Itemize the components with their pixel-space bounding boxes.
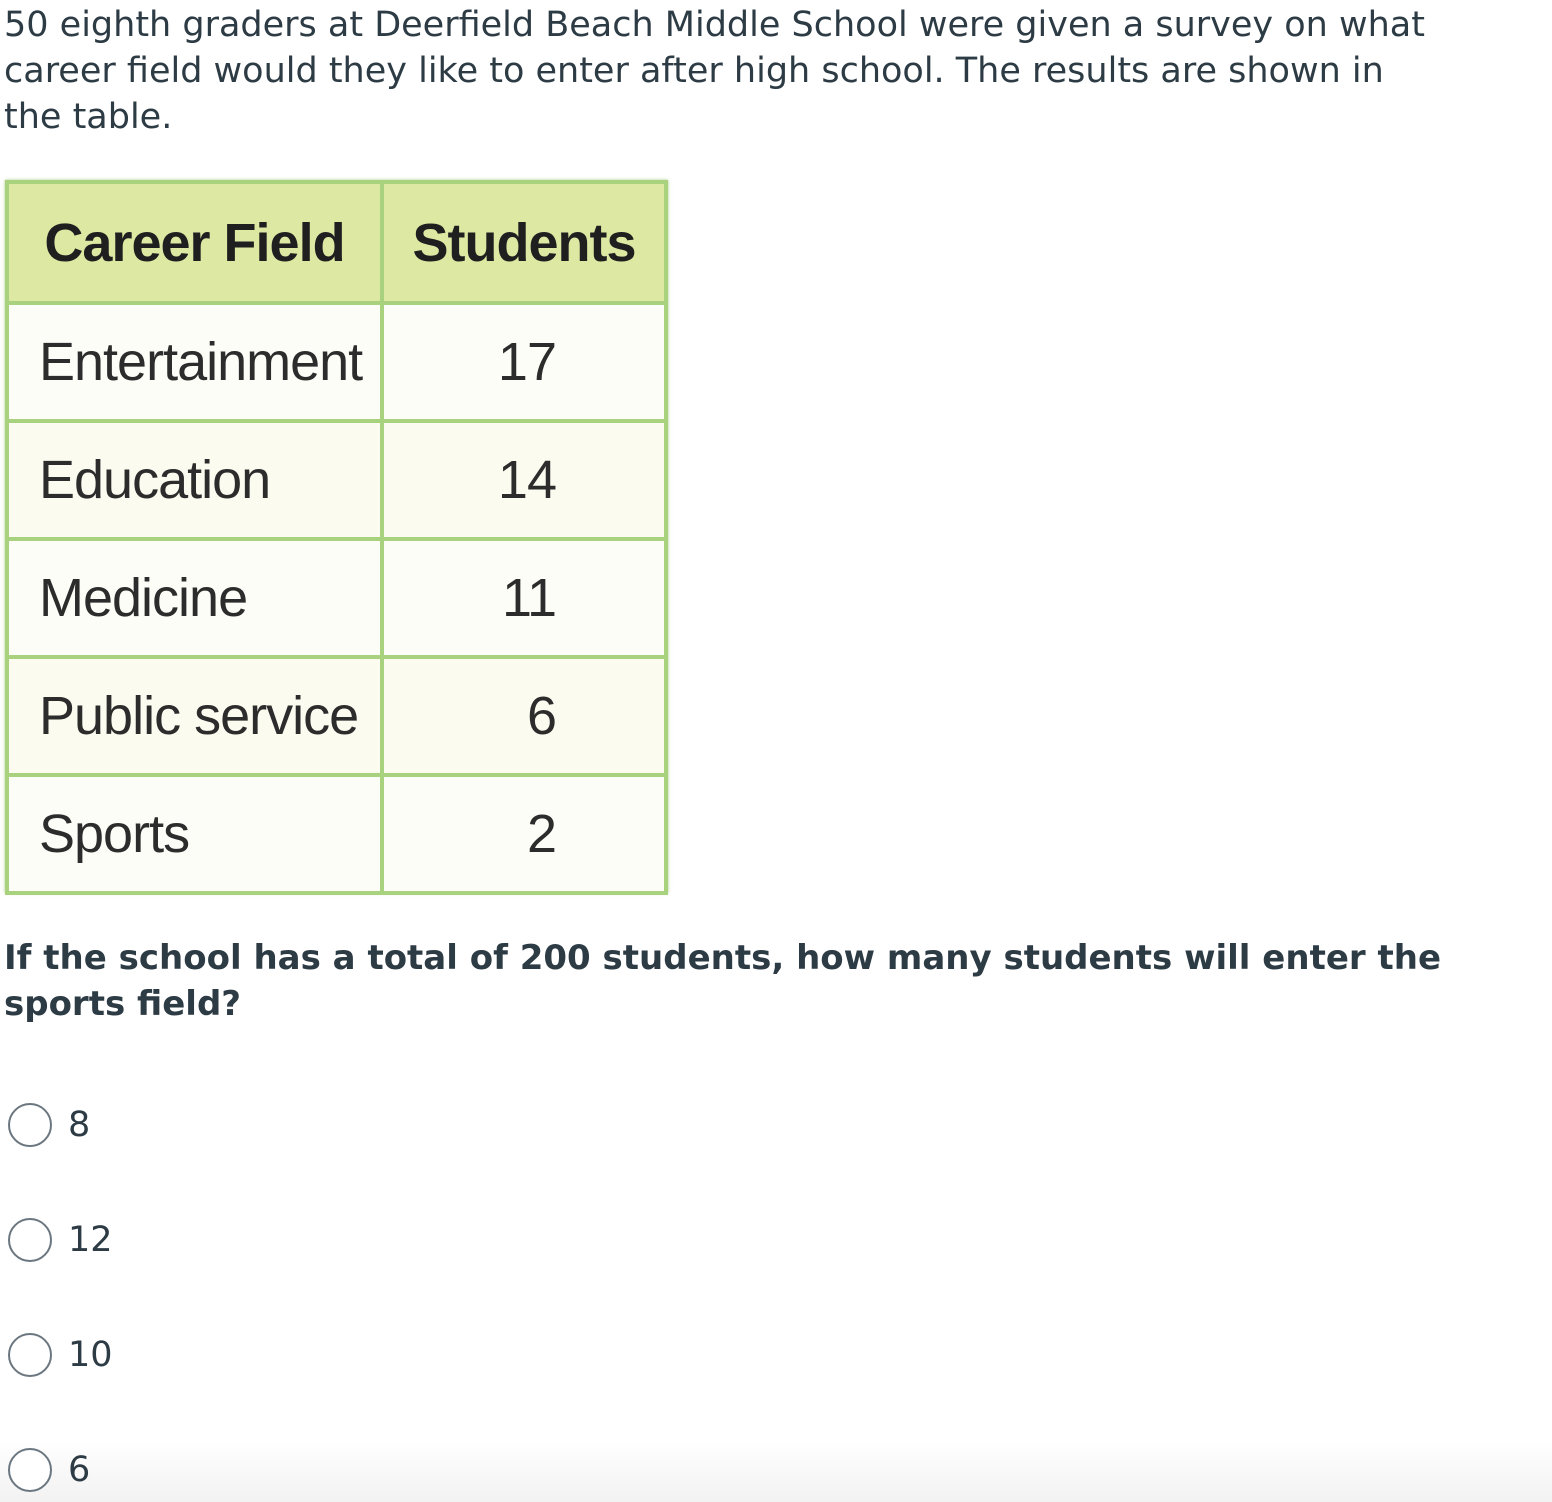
- answer-option-label: 12: [68, 1220, 113, 1260]
- row-field-cell: Sports: [7, 775, 382, 893]
- answer-option-label: 10: [68, 1335, 113, 1375]
- table-row: [7, 657, 666, 775]
- answer-option-2[interactable]: [8, 1215, 113, 1265]
- table-row: [7, 303, 666, 421]
- header-career-field: Career Field: [7, 182, 382, 303]
- table-row: [7, 539, 666, 657]
- answer-option-label: 8: [68, 1105, 91, 1145]
- question-intro-text: 50 eighth graders at Deerfield Beach Middle School were given a survey on what career field would they like to enter after high school. The results are shown in the table.: [4, 5, 1425, 137]
- table-row: [7, 421, 666, 539]
- question-prompt: If the school has a total of 200 students, how many students will enter the sports field?: [4, 938, 1441, 1024]
- radio-button[interactable]: [8, 1218, 52, 1262]
- row-students-cell: 11: [382, 539, 666, 657]
- radio-button[interactable]: [8, 1103, 52, 1147]
- row-field-cell: Public service: [7, 657, 382, 775]
- radio-button[interactable]: [8, 1333, 52, 1377]
- answer-option-3[interactable]: [8, 1330, 113, 1380]
- row-field-cell: Medicine: [7, 539, 382, 657]
- row-students-cell: 2: [382, 775, 666, 893]
- row-students-cell: 6: [382, 657, 666, 775]
- radio-button[interactable]: [8, 1448, 52, 1492]
- row-students-cell: 17: [382, 303, 666, 421]
- row-field-cell: Entertainment: [7, 303, 382, 421]
- answer-option-4[interactable]: [8, 1445, 90, 1495]
- header-students: Students: [382, 182, 666, 303]
- table-header-row: [7, 182, 666, 303]
- career-field-table: [5, 180, 668, 893]
- row-field-cell: Education: [7, 421, 382, 539]
- row-students-cell: 14: [382, 421, 666, 539]
- answer-option-1[interactable]: [8, 1100, 90, 1150]
- table-row: [7, 775, 666, 893]
- answer-option-label: 6: [68, 1450, 91, 1490]
- career-table: [5, 180, 668, 895]
